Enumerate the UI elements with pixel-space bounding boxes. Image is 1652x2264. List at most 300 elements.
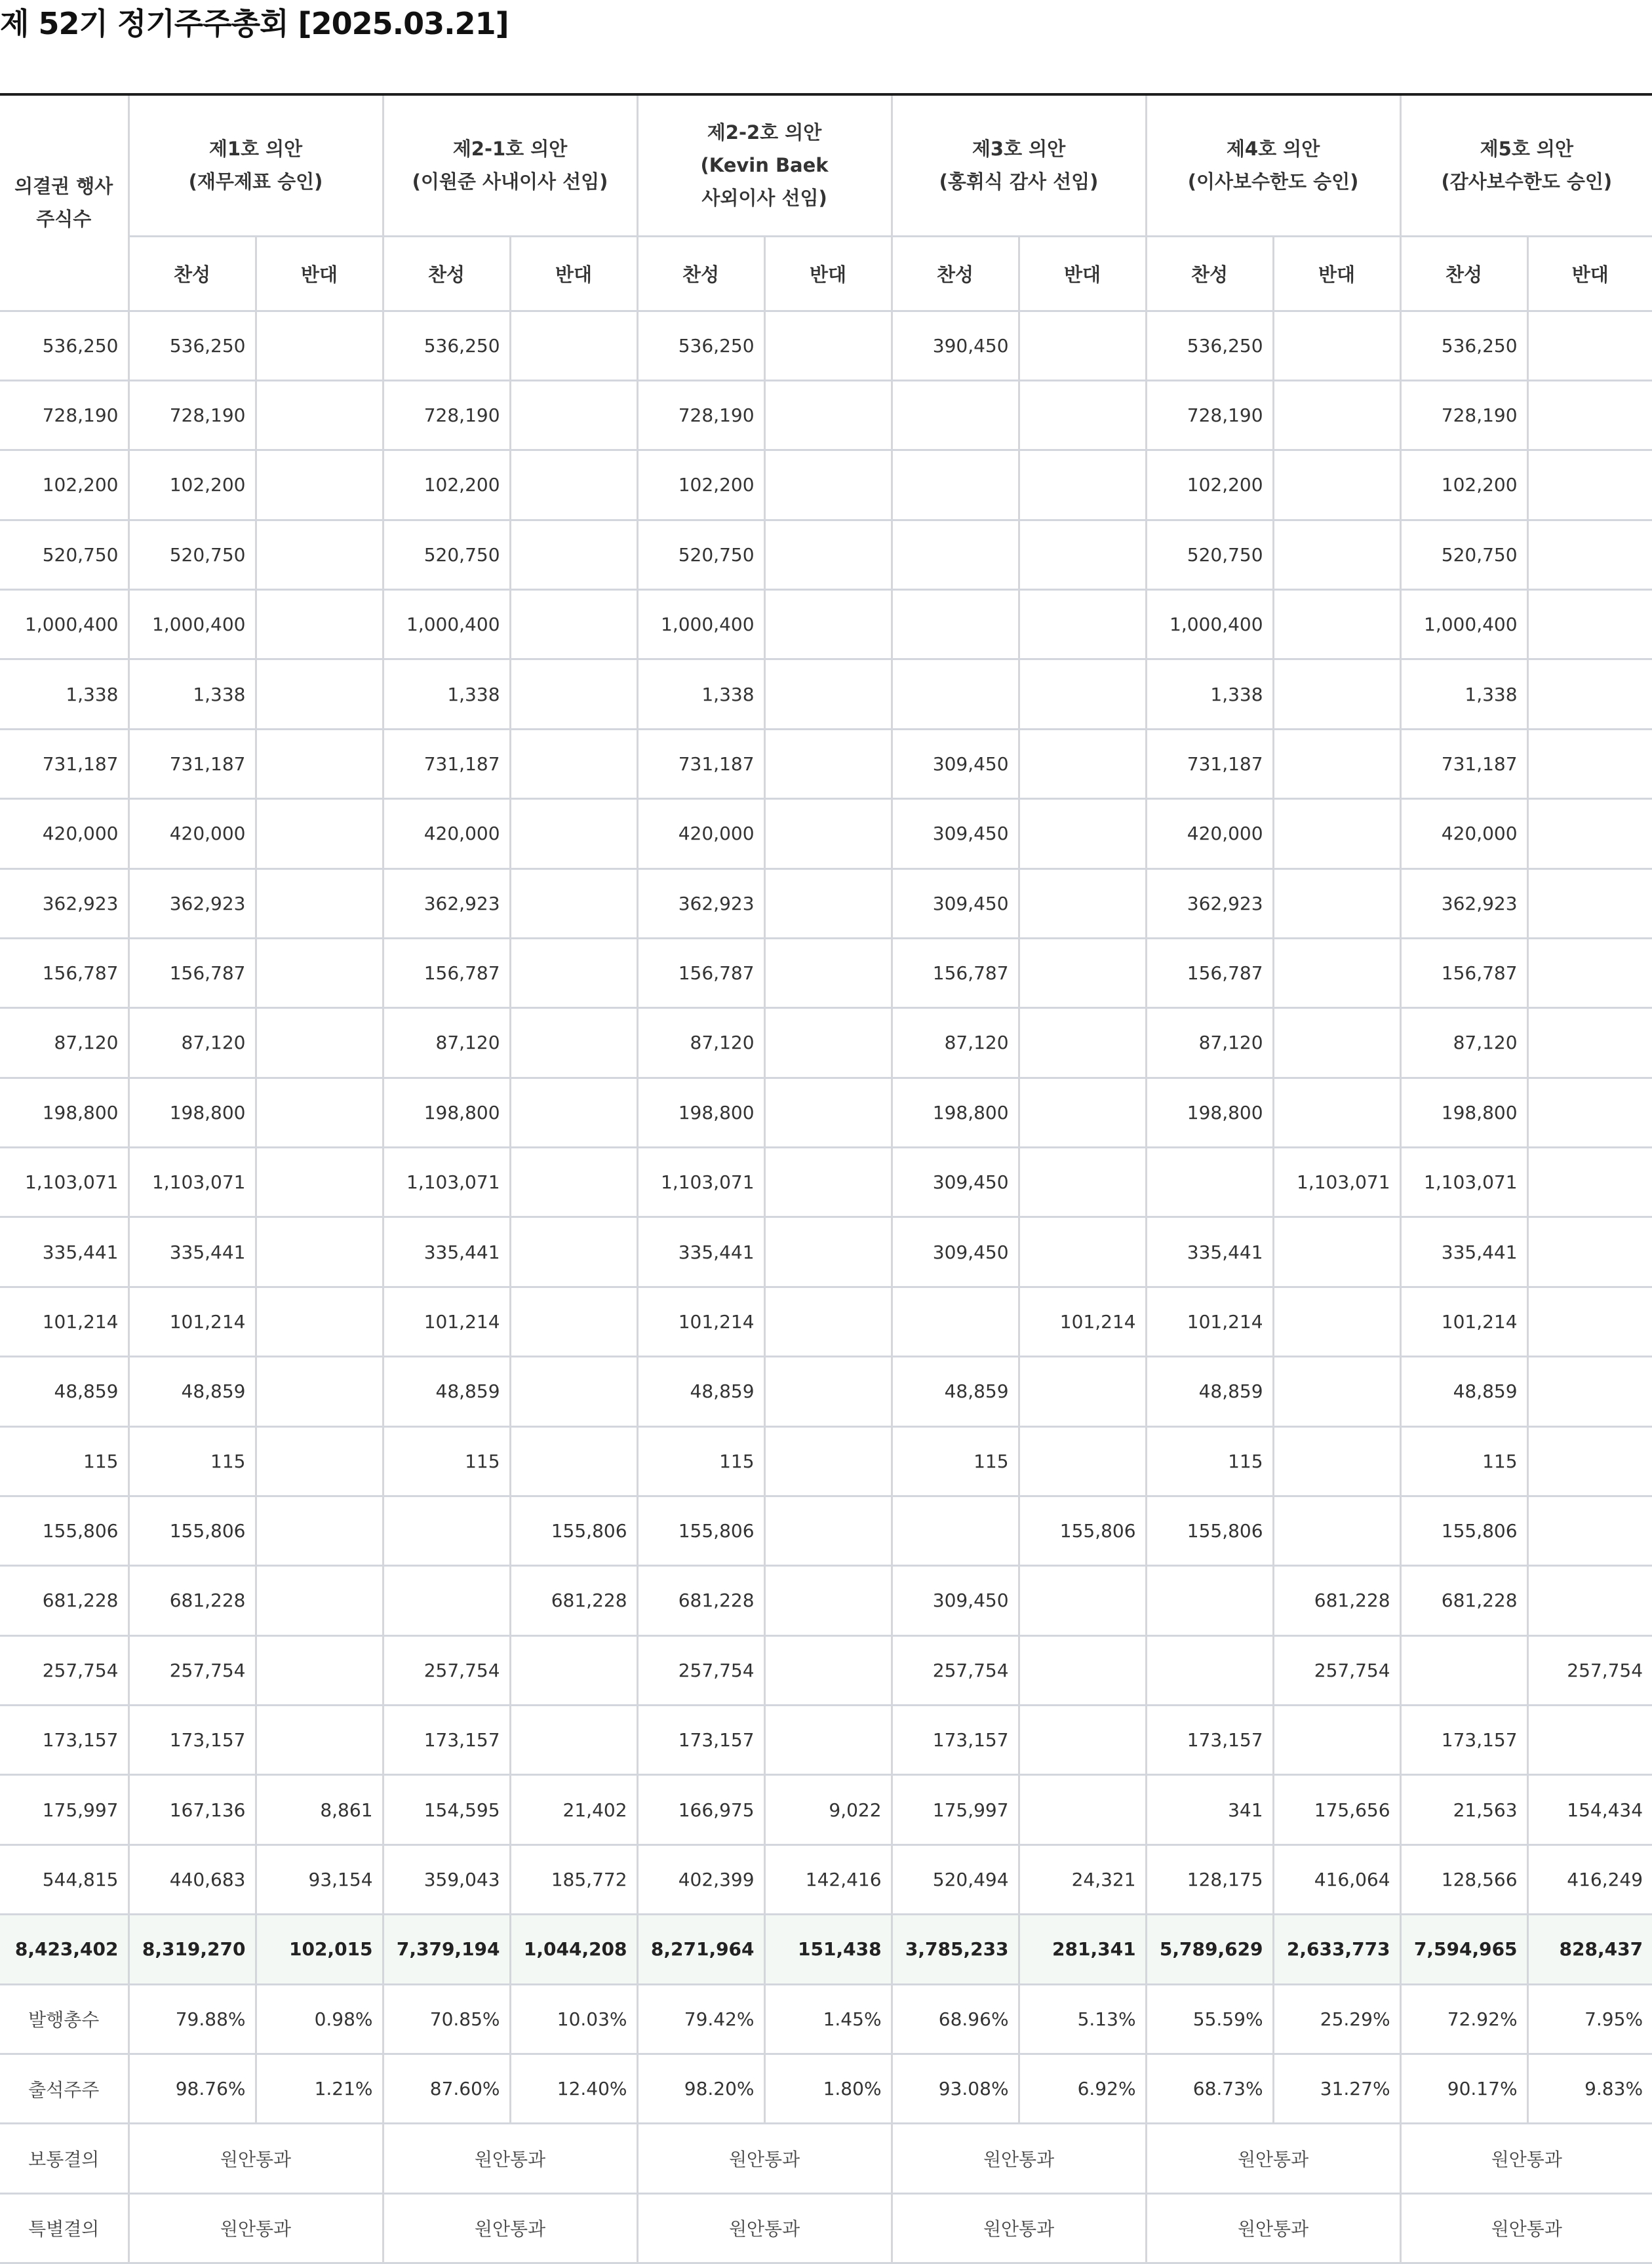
favor-cell: 335,441 — [1146, 1217, 1273, 1287]
against-header: 반대 — [1527, 236, 1652, 311]
favor-cell: 728,190 — [128, 380, 256, 450]
favor-cell: 48,859 — [128, 1357, 256, 1426]
resolution-label: 보통결의 — [0, 2124, 128, 2193]
against-cell — [1527, 799, 1652, 869]
favor-cell: 87,120 — [128, 1008, 256, 1078]
favor-cell: 48,859 — [383, 1357, 510, 1426]
table-row — [0, 1217, 1652, 1287]
total-cell: 8,271,964 — [637, 1915, 764, 1984]
against-cell — [1273, 1426, 1400, 1496]
against-cell — [1273, 1217, 1400, 1287]
favor-cell: 309,450 — [892, 729, 1019, 798]
against-cell — [1019, 1706, 1146, 1775]
against-cell — [764, 380, 892, 450]
favor-cell: 101,214 — [1146, 1287, 1273, 1356]
against-cell: 1,103,071 — [1273, 1148, 1400, 1217]
against-cell: 8,861 — [256, 1775, 383, 1844]
ratio-cell: 72.92% — [1400, 1984, 1527, 2054]
ratio-cell: 68.96% — [892, 1984, 1019, 2054]
resolution-row — [0, 2193, 1652, 2263]
against-cell — [1527, 1706, 1652, 1775]
against-cell — [1019, 1426, 1146, 1496]
favor-cell: 101,214 — [637, 1287, 764, 1356]
against-cell — [256, 450, 383, 520]
favor-cell: 359,043 — [383, 1844, 510, 1914]
favor-cell: 173,157 — [1400, 1706, 1527, 1775]
favor-cell: 101,214 — [128, 1287, 256, 1356]
against-cell — [1273, 450, 1400, 520]
against-cell: 21,402 — [510, 1775, 637, 1844]
favor-cell: 115 — [1400, 1426, 1527, 1496]
against-cell — [764, 869, 892, 938]
favor-cell: 115 — [1146, 1426, 1273, 1496]
favor-cell: 520,494 — [892, 1844, 1019, 1914]
against-cell — [1019, 659, 1146, 729]
ratio-cell: 1.21% — [256, 2054, 383, 2123]
favor-cell: 309,450 — [892, 799, 1019, 869]
favor-cell: 1,338 — [128, 659, 256, 729]
against-cell — [764, 1008, 892, 1078]
favor-cell: 87,120 — [637, 1008, 764, 1078]
table-row — [0, 1148, 1652, 1217]
against-cell: 154,434 — [1527, 1775, 1652, 1844]
favor-cell: 536,250 — [637, 311, 764, 380]
shares-cell: 681,228 — [0, 1566, 128, 1635]
favor-header: 찬성 — [1146, 236, 1273, 311]
favor-cell: 728,190 — [1146, 380, 1273, 450]
against-cell — [256, 869, 383, 938]
table-row — [0, 520, 1652, 589]
favor-cell: 102,200 — [383, 450, 510, 520]
resolution-result: 원안통과 — [1146, 2124, 1400, 2193]
against-cell: 257,754 — [1273, 1635, 1400, 1705]
favor-cell: 520,750 — [1146, 520, 1273, 589]
against-cell — [256, 729, 383, 798]
favor-cell: 536,250 — [128, 311, 256, 380]
against-cell — [1019, 1775, 1146, 1844]
against-cell — [1527, 520, 1652, 589]
total-cell: 7,379,194 — [383, 1915, 510, 1984]
ratio-cell: 68.73% — [1146, 2054, 1273, 2123]
against-cell — [510, 380, 637, 450]
against-cell — [510, 1357, 637, 1426]
against-cell — [764, 1566, 892, 1635]
resolution-label: 특별결의 — [0, 2193, 128, 2263]
total-cell: 828,437 — [1527, 1915, 1652, 1984]
ratio-cell: 70.85% — [383, 1984, 510, 2054]
table-row — [0, 799, 1652, 869]
against-cell — [510, 520, 637, 589]
shares-cell: 101,214 — [0, 1287, 128, 1356]
agenda-header-row — [0, 94, 1652, 236]
favor-cell — [892, 1287, 1019, 1356]
against-cell — [1019, 380, 1146, 450]
against-header: 반대 — [1273, 236, 1400, 311]
favor-cell: 728,190 — [383, 380, 510, 450]
ratio-cell: 1.80% — [764, 2054, 892, 2123]
against-cell — [256, 520, 383, 589]
shares-cell: 102,200 — [0, 450, 128, 520]
resolution-result: 원안통과 — [128, 2124, 383, 2193]
favor-cell: 420,000 — [383, 799, 510, 869]
favor-cell — [892, 380, 1019, 450]
total-cell: 281,341 — [1019, 1915, 1146, 1984]
against-cell — [510, 869, 637, 938]
favor-cell: 309,450 — [892, 1217, 1019, 1287]
against-cell — [1019, 1635, 1146, 1705]
table-row — [0, 1635, 1652, 1705]
against-cell — [510, 1217, 637, 1287]
against-cell — [764, 1217, 892, 1287]
table-row — [0, 729, 1652, 798]
shares-cell: 1,338 — [0, 659, 128, 729]
favor-cell: 87,120 — [1146, 1008, 1273, 1078]
against-cell — [510, 1148, 637, 1217]
against-cell: 101,214 — [1019, 1287, 1146, 1356]
against-cell — [1273, 869, 1400, 938]
against-cell — [510, 729, 637, 798]
favor-cell: 173,157 — [892, 1706, 1019, 1775]
against-cell — [1527, 1008, 1652, 1078]
table-row — [0, 1706, 1652, 1775]
against-cell — [1273, 311, 1400, 380]
against-cell: 416,249 — [1527, 1844, 1652, 1914]
against-header: 반대 — [510, 236, 637, 311]
favor-cell: 402,399 — [637, 1844, 764, 1914]
against-cell: 416,064 — [1273, 1844, 1400, 1914]
total-cell: 7,594,965 — [1400, 1915, 1527, 1984]
favor-cell: 87,120 — [383, 1008, 510, 1078]
favor-cell: 156,787 — [637, 938, 764, 1007]
against-cell — [1527, 729, 1652, 798]
total-cell: 5,789,629 — [1146, 1915, 1273, 1984]
against-cell: 185,772 — [510, 1844, 637, 1914]
against-cell: 24,321 — [1019, 1844, 1146, 1914]
against-cell: 175,656 — [1273, 1775, 1400, 1844]
favor-cell: 155,806 — [637, 1496, 764, 1565]
vote-type-header-row — [0, 236, 1652, 311]
resolution-result: 원안통과 — [1400, 2124, 1652, 2193]
favor-header: 찬성 — [383, 236, 510, 311]
against-cell — [256, 938, 383, 1007]
against-cell — [510, 938, 637, 1007]
against-cell — [1019, 520, 1146, 589]
against-cell — [510, 450, 637, 520]
agenda-header: 제2-1호 의안 (이원준 사내이사 선임) — [383, 94, 637, 236]
against-cell — [1019, 1078, 1146, 1147]
against-cell — [1019, 1357, 1146, 1426]
against-cell — [764, 450, 892, 520]
favor-cell: 102,200 — [128, 450, 256, 520]
shares-cell: 198,800 — [0, 1078, 128, 1147]
resolution-result: 원안통과 — [1400, 2193, 1652, 2263]
against-cell — [1273, 590, 1400, 659]
favor-cell: 198,800 — [1146, 1078, 1273, 1147]
favor-header: 찬성 — [1400, 236, 1527, 311]
shares-cell: 115 — [0, 1426, 128, 1496]
table-row — [0, 380, 1652, 450]
against-cell — [764, 1706, 892, 1775]
favor-cell: 155,806 — [128, 1496, 256, 1565]
favor-cell — [1146, 1635, 1273, 1705]
against-cell — [1019, 450, 1146, 520]
shares-cell: 544,815 — [0, 1844, 128, 1914]
table-row — [0, 1357, 1652, 1426]
favor-cell: 198,800 — [128, 1078, 256, 1147]
favor-cell: 536,250 — [383, 311, 510, 380]
favor-cell: 102,200 — [637, 450, 764, 520]
resolution-result: 원안통과 — [1146, 2193, 1400, 2263]
against-cell — [1527, 380, 1652, 450]
favor-cell: 335,441 — [383, 1217, 510, 1287]
ratio-cell: 98.76% — [128, 2054, 256, 2123]
against-cell — [510, 659, 637, 729]
ratio-cell: 79.42% — [637, 1984, 764, 2054]
against-cell: 257,754 — [1527, 1635, 1652, 1705]
resolution-result: 원안통과 — [383, 2193, 637, 2263]
page-title: 제 52기 정기주주총회 [2025.03.21] — [0, 6, 509, 41]
against-cell — [764, 659, 892, 729]
favor-cell: 101,214 — [1400, 1287, 1527, 1356]
against-cell — [256, 1566, 383, 1635]
favor-cell: 681,228 — [128, 1566, 256, 1635]
against-cell — [256, 1635, 383, 1705]
ratio-cell: 7.95% — [1527, 1984, 1652, 2054]
against-cell — [764, 311, 892, 380]
against-cell: 155,806 — [510, 1496, 637, 1565]
favor-cell: 156,787 — [1146, 938, 1273, 1007]
favor-cell: 728,190 — [637, 380, 764, 450]
favor-cell — [1146, 1148, 1273, 1217]
favor-cell: 166,975 — [637, 1775, 764, 1844]
favor-cell: 175,997 — [892, 1775, 1019, 1844]
resolution-result: 원안통과 — [637, 2193, 892, 2263]
favor-cell: 681,228 — [637, 1566, 764, 1635]
favor-cell: 681,228 — [1400, 1566, 1527, 1635]
favor-cell: 520,750 — [1400, 520, 1527, 589]
favor-cell: 21,563 — [1400, 1775, 1527, 1844]
total-cell: 8,319,270 — [128, 1915, 256, 1984]
favor-cell — [383, 1566, 510, 1635]
shares-header: 의결권 행사 주식수 — [0, 94, 128, 311]
against-cell: 681,228 — [510, 1566, 637, 1635]
against-cell — [256, 799, 383, 869]
favor-cell: 155,806 — [1146, 1496, 1273, 1565]
against-cell: 9,022 — [764, 1775, 892, 1844]
against-cell — [764, 520, 892, 589]
favor-cell: 420,000 — [637, 799, 764, 869]
against-header: 반대 — [256, 236, 383, 311]
favor-header: 찬성 — [892, 236, 1019, 311]
favor-cell — [892, 590, 1019, 659]
favor-cell: 1,000,400 — [1146, 590, 1273, 659]
against-cell — [256, 1008, 383, 1078]
favor-cell: 335,441 — [637, 1217, 764, 1287]
against-cell — [764, 799, 892, 869]
favor-cell: 257,754 — [892, 1635, 1019, 1705]
total-cell: 151,438 — [764, 1915, 892, 1984]
favor-cell: 362,923 — [1146, 869, 1273, 938]
favor-cell: 1,000,400 — [1400, 590, 1527, 659]
against-cell — [764, 938, 892, 1007]
ratio-cell: 9.83% — [1527, 2054, 1652, 2123]
favor-cell: 536,250 — [1146, 311, 1273, 380]
against-cell — [1273, 729, 1400, 798]
favor-cell: 520,750 — [383, 520, 510, 589]
against-cell — [1527, 938, 1652, 1007]
favor-cell: 87,120 — [892, 1008, 1019, 1078]
table-row — [0, 1426, 1652, 1496]
favor-cell: 173,157 — [383, 1706, 510, 1775]
against-cell — [764, 590, 892, 659]
favor-cell: 1,338 — [383, 659, 510, 729]
against-cell — [1273, 520, 1400, 589]
favor-cell: 420,000 — [1146, 799, 1273, 869]
against-cell — [256, 659, 383, 729]
favor-cell: 48,859 — [1400, 1357, 1527, 1426]
total-cell: 102,015 — [256, 1915, 383, 1984]
table-row — [0, 311, 1652, 380]
against-cell — [510, 1008, 637, 1078]
favor-cell: 156,787 — [892, 938, 1019, 1007]
favor-cell: 731,187 — [128, 729, 256, 798]
against-cell — [1273, 1706, 1400, 1775]
resolution-result: 원안통과 — [128, 2193, 383, 2263]
vote-result-table — [0, 93, 1652, 2264]
favor-cell: 536,250 — [1400, 311, 1527, 380]
agenda-header: 제2-2호 의안 (Kevin Baek 사외이사 선임) — [637, 94, 892, 236]
agenda-header: 제3호 의안 (홍휘식 감사 선임) — [892, 94, 1146, 236]
favor-cell: 1,338 — [637, 659, 764, 729]
agenda-header: 제5호 의안 (감사보수한도 승인) — [1400, 94, 1652, 236]
favor-cell: 156,787 — [128, 938, 256, 1007]
favor-cell — [892, 1496, 1019, 1565]
total-cell: 1,044,208 — [510, 1915, 637, 1984]
favor-cell: 128,566 — [1400, 1844, 1527, 1914]
total-row — [0, 1915, 1652, 1984]
against-cell — [1527, 1148, 1652, 1217]
favor-cell: 198,800 — [892, 1078, 1019, 1147]
table-row — [0, 938, 1652, 1007]
favor-cell: 198,800 — [1400, 1078, 1527, 1147]
against-cell — [1527, 1287, 1652, 1356]
against-cell — [1527, 1496, 1652, 1565]
favor-cell: 309,450 — [892, 869, 1019, 938]
resolution-result: 원안통과 — [637, 2124, 892, 2193]
favor-header: 찬성 — [637, 236, 764, 311]
resolution-result: 원안통과 — [892, 2124, 1146, 2193]
favor-cell — [892, 520, 1019, 589]
against-cell — [1273, 1287, 1400, 1356]
against-cell — [1019, 1008, 1146, 1078]
ratio-row — [0, 2054, 1652, 2123]
favor-cell — [892, 659, 1019, 729]
favor-cell: 731,187 — [1400, 729, 1527, 798]
ratio-cell: 25.29% — [1273, 1984, 1400, 2054]
favor-cell: 173,157 — [128, 1706, 256, 1775]
against-cell — [1019, 869, 1146, 938]
ratio-cell: 1.45% — [764, 1984, 892, 2054]
ratio-cell: 6.92% — [1019, 2054, 1146, 2123]
table-row — [0, 1287, 1652, 1356]
against-cell — [510, 1287, 637, 1356]
ratio-row — [0, 1984, 1652, 2054]
favor-cell: 731,187 — [1146, 729, 1273, 798]
ratio-cell: 10.03% — [510, 1984, 637, 2054]
against-cell — [1527, 311, 1652, 380]
ratio-cell: 0.98% — [256, 1984, 383, 2054]
favor-cell: 731,187 — [383, 729, 510, 798]
shares-cell: 420,000 — [0, 799, 128, 869]
favor-cell: 1,103,071 — [637, 1148, 764, 1217]
against-cell — [764, 1148, 892, 1217]
against-cell — [1273, 799, 1400, 869]
against-cell — [1273, 380, 1400, 450]
table-row — [0, 1496, 1652, 1565]
against-cell — [1527, 1217, 1652, 1287]
against-cell — [1019, 1217, 1146, 1287]
favor-cell: 362,923 — [383, 869, 510, 938]
shares-cell: 1,000,400 — [0, 590, 128, 659]
against-cell — [1019, 1148, 1146, 1217]
favor-cell: 728,190 — [1400, 380, 1527, 450]
against-cell — [256, 1426, 383, 1496]
against-cell: 93,154 — [256, 1844, 383, 1914]
favor-cell: 1,000,400 — [383, 590, 510, 659]
against-cell — [1273, 1008, 1400, 1078]
ratio-cell: 90.17% — [1400, 2054, 1527, 2123]
shares-cell: 156,787 — [0, 938, 128, 1007]
against-cell — [764, 1287, 892, 1356]
shares-cell: 48,859 — [0, 1357, 128, 1426]
favor-cell: 156,787 — [383, 938, 510, 1007]
ratio-cell: 12.40% — [510, 2054, 637, 2123]
shares-cell: 175,997 — [0, 1775, 128, 1844]
favor-cell: 257,754 — [383, 1635, 510, 1705]
against-cell — [510, 1706, 637, 1775]
against-cell — [256, 1148, 383, 1217]
favor-cell: 1,338 — [1400, 659, 1527, 729]
favor-cell — [383, 1496, 510, 1565]
against-cell — [256, 1287, 383, 1356]
total-cell: 2,633,773 — [1273, 1915, 1400, 1984]
favor-cell: 115 — [128, 1426, 256, 1496]
favor-cell: 167,136 — [128, 1775, 256, 1844]
total-cell: 3,785,233 — [892, 1915, 1019, 1984]
table-row — [0, 1775, 1652, 1844]
against-cell — [1273, 1078, 1400, 1147]
ratio-cell: 93.08% — [892, 2054, 1019, 2123]
against-cell — [764, 1496, 892, 1565]
favor-cell: 362,923 — [128, 869, 256, 938]
against-cell — [764, 729, 892, 798]
against-cell — [256, 1496, 383, 1565]
favor-cell: 335,441 — [1400, 1217, 1527, 1287]
shares-cell: 731,187 — [0, 729, 128, 798]
against-cell — [764, 1426, 892, 1496]
table-row — [0, 659, 1652, 729]
against-cell — [764, 1635, 892, 1705]
favor-cell — [1400, 1635, 1527, 1705]
resolution-result: 원안통과 — [383, 2124, 637, 2193]
against-cell — [510, 799, 637, 869]
against-cell — [764, 1078, 892, 1147]
favor-cell: 440,683 — [128, 1844, 256, 1914]
against-cell — [1019, 311, 1146, 380]
favor-cell: 102,200 — [1400, 450, 1527, 520]
favor-cell: 257,754 — [637, 1635, 764, 1705]
shares-cell: 520,750 — [0, 520, 128, 589]
